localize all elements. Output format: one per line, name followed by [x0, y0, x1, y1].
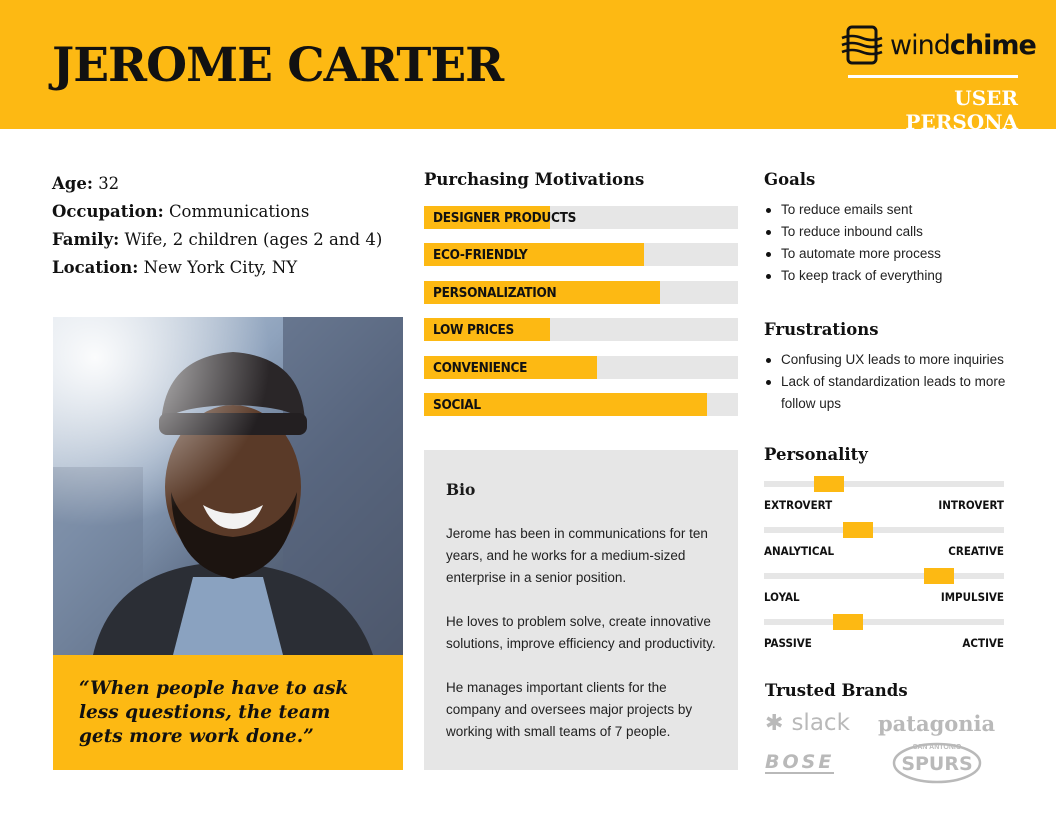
- windchime-logo: [840, 24, 1036, 68]
- slider-right-label: ACTIVE: [962, 636, 1004, 650]
- motivation-bar: [424, 393, 738, 416]
- motivation-label: SOCIAL: [433, 397, 481, 413]
- personality-slider: [764, 568, 1004, 614]
- bio-paragraph: He manages important clients for the company and oversees major projects by working with small teams of 7 people.: [446, 680, 693, 739]
- frustrations-section: [764, 320, 1006, 415]
- bio-panel: [424, 450, 738, 770]
- motivation-label: PERSONALIZATION: [433, 285, 557, 301]
- logo-divider: [848, 75, 1018, 78]
- fact-age: Age: 32: [52, 174, 120, 193]
- slider-knob: [814, 476, 844, 492]
- frustrations-title: Frustrations: [764, 320, 879, 339]
- brand-bose: BOSE: [765, 751, 835, 773]
- goals-section: [764, 170, 1006, 287]
- slider-knob: [833, 614, 863, 630]
- slider-left-label: ANALYTICAL: [764, 544, 835, 558]
- slider-left-label: EXTROVERT: [764, 498, 833, 512]
- bio-paragraph: Jerome has been in communications for ten years, and he works for a medium-sized enterprise in a senior position.: [446, 526, 708, 585]
- user-persona-label: USER PERSONA: [905, 86, 1018, 134]
- windchime-logo-icon: [840, 24, 884, 68]
- list-item: Confusing UX leads to more inquiries: [764, 349, 1006, 371]
- goals-title: Goals: [764, 170, 816, 189]
- slider-knob: [924, 568, 954, 584]
- list-item: To automate more process: [764, 243, 1006, 265]
- goals-list: [764, 199, 1006, 287]
- list-item: To reduce inbound calls: [764, 221, 1006, 243]
- persona-photo: [53, 317, 403, 655]
- personality-title: Personality: [764, 445, 868, 464]
- fact-location: Location: New York City, NY: [52, 258, 298, 277]
- brand-slack: ✱ slack: [765, 710, 850, 736]
- motivation-bar: [424, 281, 738, 304]
- slider-left-label: LOYAL: [764, 590, 800, 604]
- persona-name: JEROME CARTER: [52, 38, 504, 93]
- motivation-bar: [424, 318, 738, 341]
- motivation-label: ECO-FRIENDLY: [433, 247, 528, 263]
- persona-portrait-illustration: [53, 317, 403, 655]
- persona-facts: [52, 170, 382, 282]
- bio-paragraph: He loves to problem solve, create innovative solutions, improve efficiency and productivity.: [446, 614, 716, 651]
- fact-occupation: Occupation: Communications: [52, 202, 310, 221]
- slider-track: [764, 573, 1004, 579]
- quote-box: [53, 655, 403, 770]
- motivations-title: Purchasing Motivations: [424, 170, 645, 189]
- slider-track: [764, 481, 1004, 487]
- list-item: To reduce emails sent: [764, 199, 1006, 221]
- motivation-label: DESIGNER PRODUCTS: [433, 210, 577, 226]
- logo-wordmark: windchime: [890, 30, 1036, 61]
- motivation-label: CONVENIENCE: [433, 360, 528, 376]
- personality-slider: [764, 522, 1004, 568]
- brand-spurs: [892, 742, 982, 784]
- motivation-label: LOW PRICES: [433, 322, 514, 338]
- personality-slider: [764, 614, 1004, 660]
- slack-icon: ✱: [765, 711, 784, 736]
- spurs-subtitle: SAN ANTONIO: [912, 744, 962, 751]
- motivation-bar: [424, 206, 738, 229]
- personality-slider: [764, 476, 1004, 522]
- slider-track: [764, 527, 1004, 533]
- slider-left-label: PASSIVE: [764, 636, 812, 650]
- fact-family: Family: Wife, 2 children (ages 2 and 4): [52, 230, 383, 249]
- frustrations-list: [764, 349, 1006, 415]
- slider-knob: [843, 522, 873, 538]
- bio-title: Bio: [446, 480, 476, 499]
- list-item: Lack of standardization leads to more follow ups: [764, 371, 1006, 415]
- slider-track: [764, 619, 1004, 625]
- slider-right-label: IMPULSIVE: [940, 590, 1004, 604]
- list-item: To keep track of everything: [764, 265, 1006, 287]
- motivation-bar: [424, 243, 738, 266]
- motivation-bar: [424, 356, 738, 379]
- slider-right-label: INTROVERT: [938, 498, 1004, 512]
- brand-patagonia: patagonia: [878, 711, 996, 736]
- brands-title: Trusted Brands: [765, 681, 908, 700]
- persona-quote: “When people have to ask less questions, the team gets more work done.”: [79, 678, 349, 747]
- spurs-wordmark: SPURS: [901, 753, 973, 775]
- slider-right-label: CREATIVE: [948, 544, 1004, 558]
